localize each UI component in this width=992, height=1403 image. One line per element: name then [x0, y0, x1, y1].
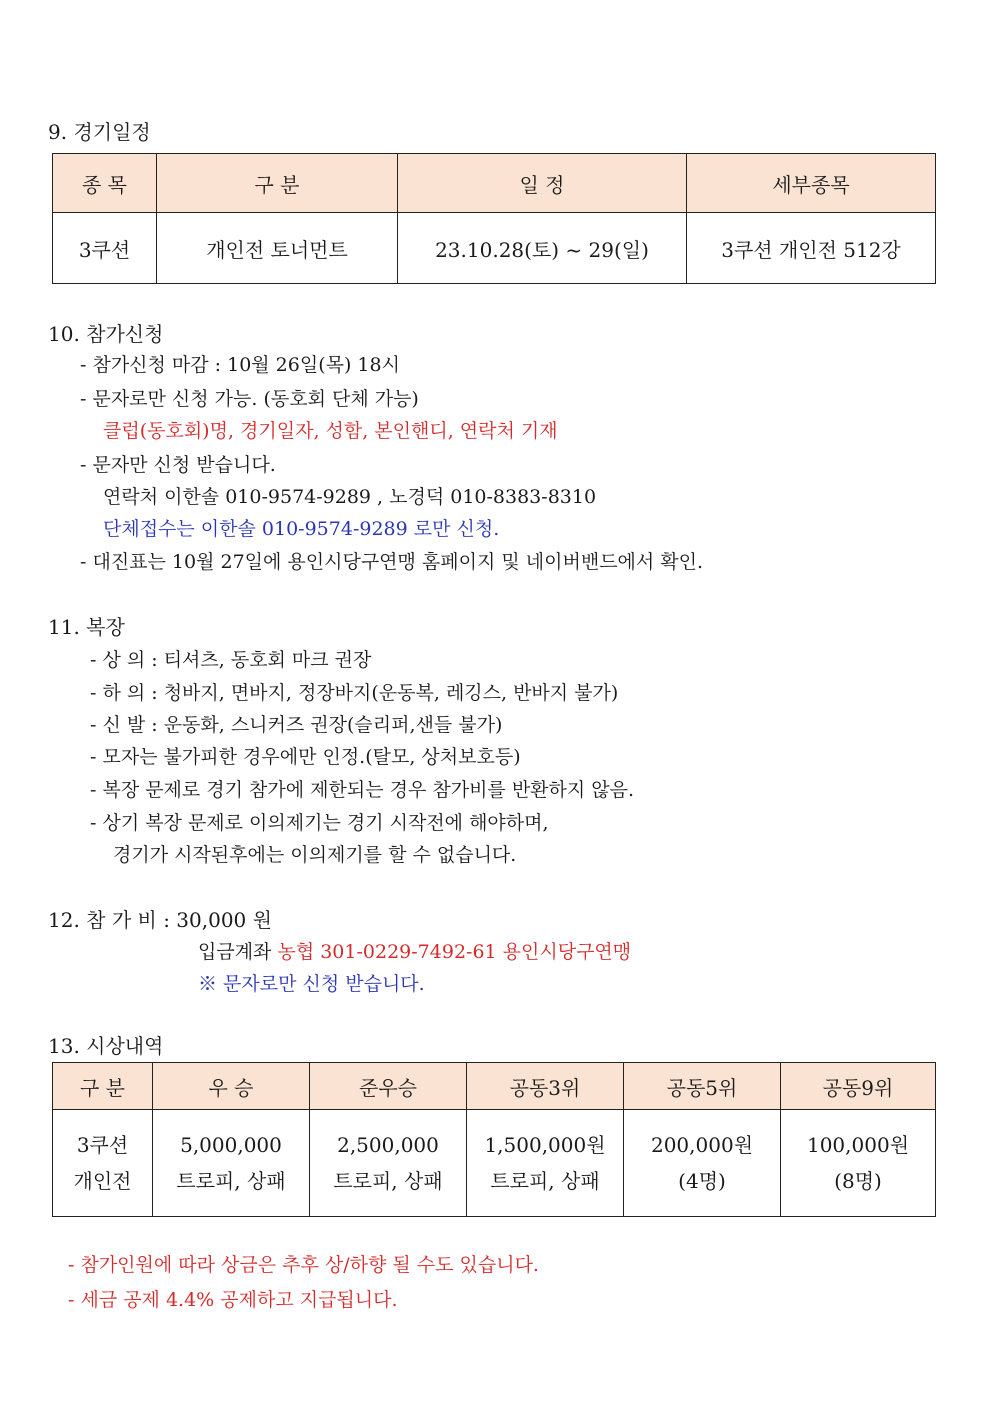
- objection-line: - 상기 복장 문제로 이의제기는 경기 시작전에 해야하며,: [90, 812, 549, 834]
- header-joint-9th: 공동9위: [781, 1063, 936, 1110]
- account-line: [198, 937, 631, 964]
- account-label: 입금계좌: [198, 941, 272, 963]
- cell-line: 2,500,000: [337, 1133, 439, 1157]
- header-event: 종 목: [53, 154, 157, 213]
- cell-line: 200,000원: [650, 1133, 754, 1157]
- header-detail: 세부종목: [687, 154, 936, 213]
- cell-line: 트로피, 상패: [333, 1169, 443, 1193]
- cell-joint-5th: [624, 1110, 781, 1217]
- cell-line: 5,000,000: [180, 1133, 282, 1157]
- section-12-title: 12. 참 가 비 : 30,000 원: [48, 908, 272, 932]
- prize-table: [52, 1062, 936, 1217]
- cell-runner-up: [310, 1110, 467, 1217]
- header-joint-5th: 공동5위: [624, 1063, 781, 1110]
- cell-line: (4명): [678, 1169, 726, 1193]
- required-info-line: 클럽(동호회)명, 경기일자, 성함, 본인핸디, 연락처 기재: [103, 420, 558, 442]
- contact-line: 연락처 이한솔 010-9574-9289 , 노경덕 010-8383-8310: [103, 486, 597, 508]
- hat-line: - 모자는 불가피한 경우에만 인정.(탈모, 상처보호등): [90, 746, 521, 768]
- refund-line: - 복장 문제로 경기 참가에 제한되는 경우 참가비를 반환하지 않음.: [90, 779, 635, 801]
- cell-line: 1,500,000원: [484, 1133, 606, 1157]
- section-11-title: 11. 복장: [48, 615, 125, 639]
- cell-category: 개인전 토너먼트: [157, 213, 398, 284]
- schedule-table: [52, 153, 936, 284]
- objection-line-2: 경기가 시작된후에는 이의제기를 할 수 없습니다.: [113, 844, 517, 866]
- section-9-title: 9. 경기일정: [48, 120, 151, 144]
- prize-adjust-note: - 참가인원에 따라 상금은 추후 상/하향 될 수도 있습니다.: [68, 1254, 539, 1276]
- schedule-header-row: [53, 154, 936, 213]
- cell-line: 개인전: [73, 1169, 132, 1193]
- section-10-title: 10. 참가신청: [48, 322, 164, 346]
- cell-joint-9th: [781, 1110, 936, 1217]
- header-joint-3rd: 공동3위: [467, 1063, 624, 1110]
- deadline-line: - 참가신청 마감 : 10월 26일(목) 18시: [80, 354, 400, 376]
- header-category: 구 분: [157, 154, 398, 213]
- bottom-dress-line: - 하 의 : 청바지, 면바지, 정장바지(운동복, 레깅스, 반바지 불가): [90, 682, 619, 704]
- cell-event: 3쿠션: [53, 213, 157, 284]
- sms-only-line: - 문자로만 신청 가능. (동호회 단체 가능): [80, 388, 419, 410]
- header-runner-up: 준우승: [310, 1063, 467, 1110]
- cell-detail: 3쿠션 개인전 512강: [687, 213, 936, 284]
- top-dress-line: - 상 의 : 티셔츠, 동호회 마크 권장: [90, 649, 372, 671]
- header-division: 구 분: [53, 1063, 153, 1110]
- header-date: 일 정: [398, 154, 687, 213]
- cell-joint-3rd: [467, 1110, 624, 1217]
- tax-note: - 세금 공제 4.4% 공제하고 지급됩니다.: [68, 1289, 398, 1311]
- cell-line: 3쿠션: [76, 1133, 129, 1157]
- cell-line: 트로피, 상패: [176, 1169, 286, 1193]
- sms-receive-line: - 문자만 신청 받습니다.: [80, 454, 276, 476]
- sms-note: ※ 문자로만 신청 받습니다.: [198, 973, 425, 995]
- group-registration-line: 단체접수는 이한솔 010-9574-9289 로만 신청.: [103, 518, 500, 540]
- cell-line: 100,000원: [806, 1133, 910, 1157]
- table-row: [53, 1110, 936, 1217]
- table-row: [53, 213, 936, 284]
- account-number: 농협 301-0229-7492-61 용인시당구연맹: [277, 941, 632, 963]
- prize-header-row: [53, 1063, 936, 1110]
- bracket-line: - 대진표는 10월 27일에 용인시당구연맹 홈페이지 및 네이버밴드에서 확인.: [80, 551, 704, 573]
- shoes-line: - 신 발 : 운동화, 스니커즈 권장(슬리퍼,샌들 불가): [90, 714, 503, 736]
- cell-date: 23.10.28(토) ~ 29(일): [398, 213, 687, 284]
- header-winner: 우 승: [153, 1063, 310, 1110]
- cell-winner: [153, 1110, 310, 1217]
- cell-line: 트로피, 상패: [490, 1169, 600, 1193]
- cell-division: [53, 1110, 153, 1217]
- section-13-title: 13. 시상내역: [48, 1034, 164, 1058]
- cell-line: (8명): [834, 1169, 882, 1193]
